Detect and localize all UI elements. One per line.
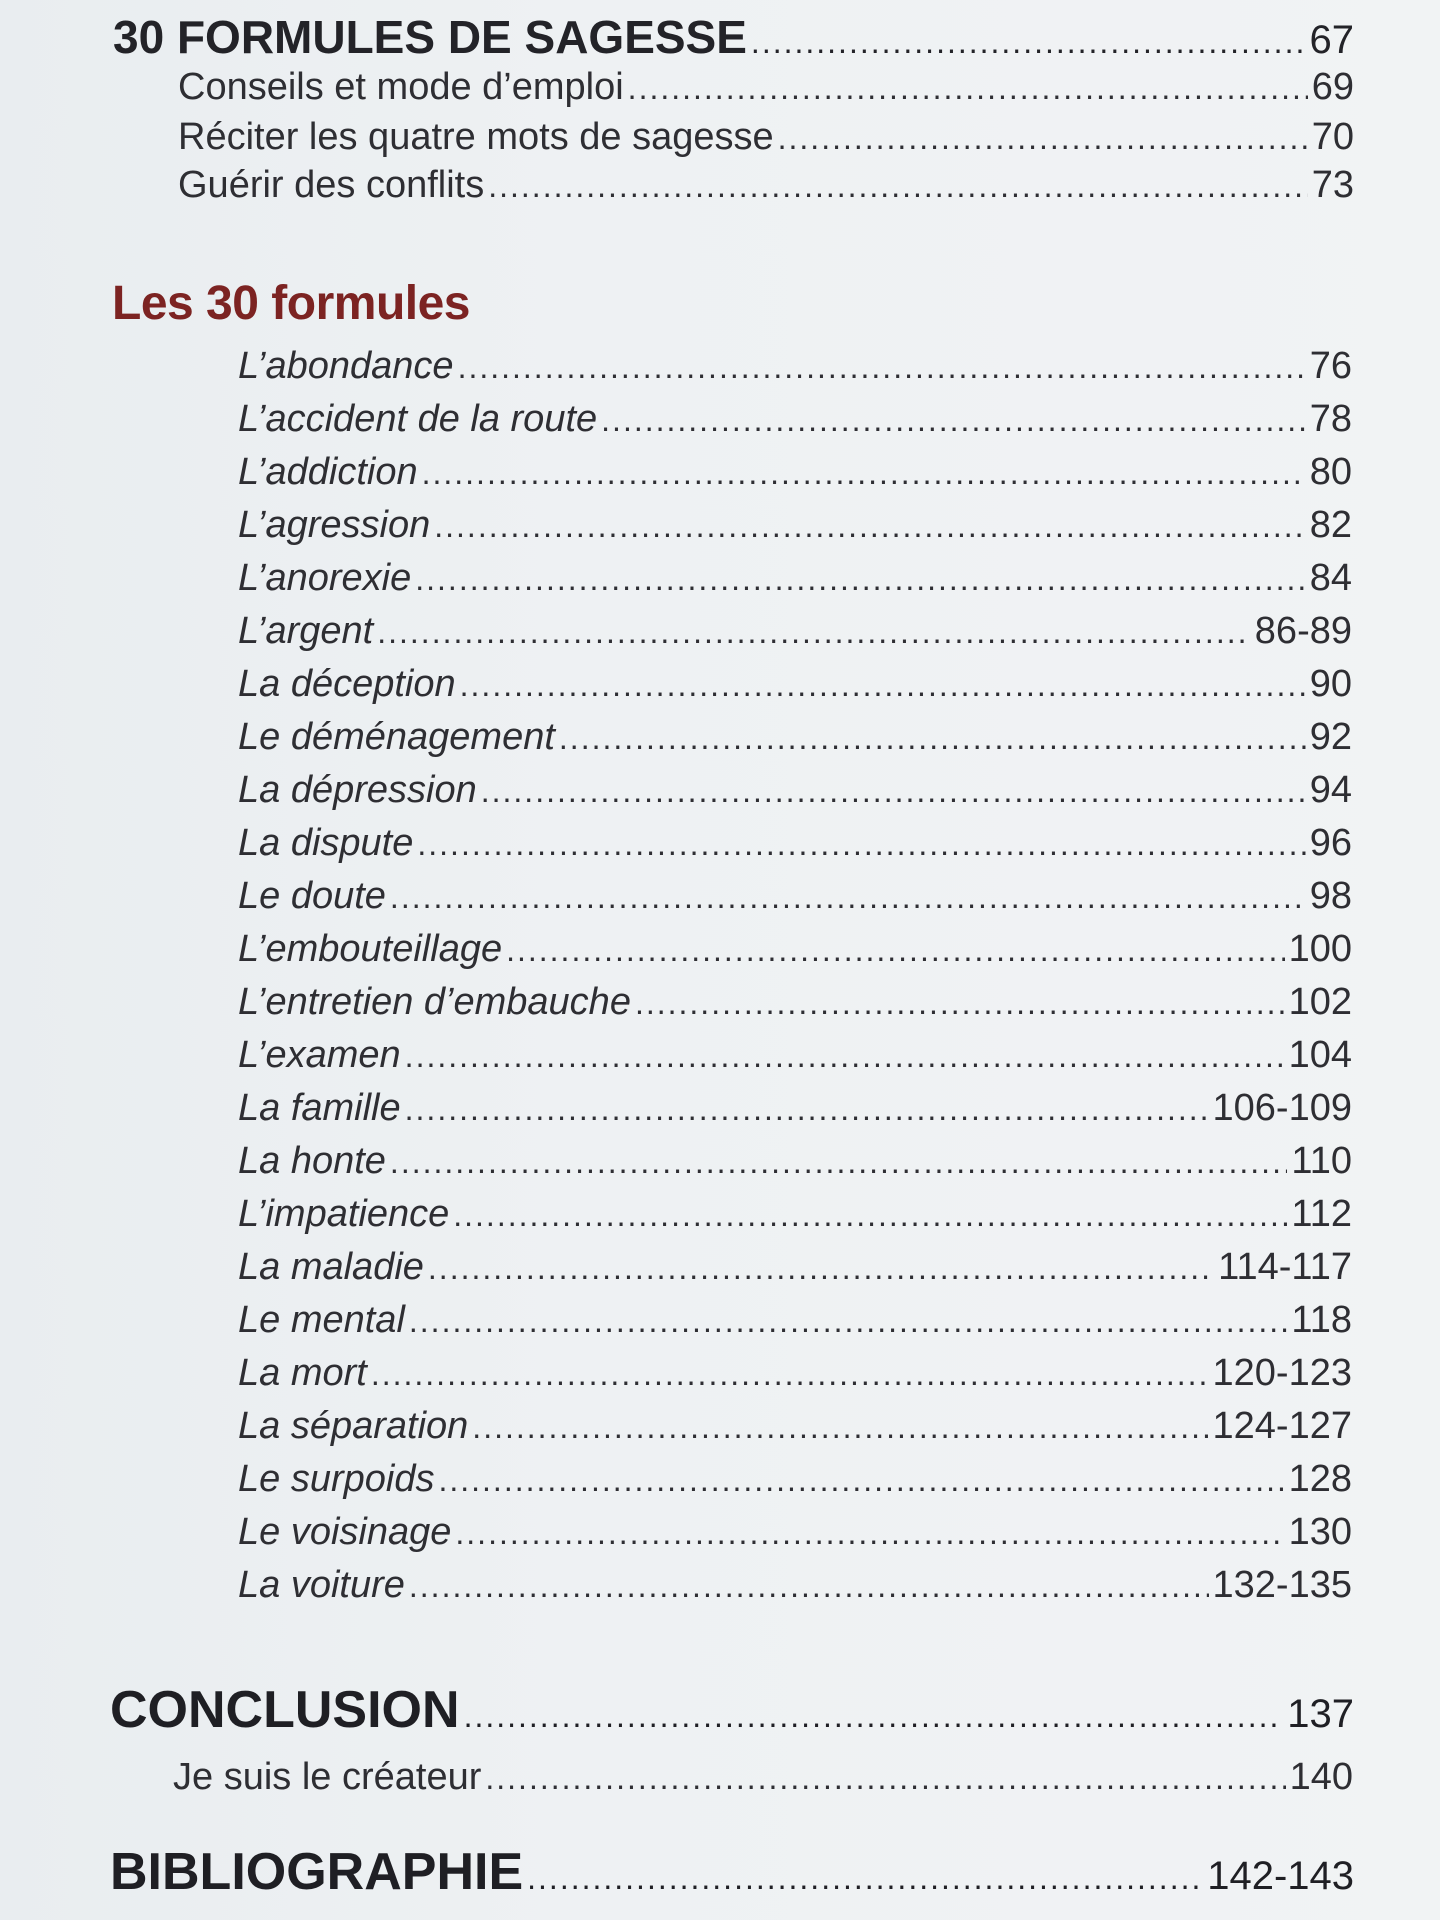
toc-subentry — [178, 164, 1354, 207]
dot-leader — [371, 1356, 1209, 1393]
toc-page-number: 142-143 — [1207, 1854, 1354, 1898]
dot-leader — [751, 24, 1306, 61]
dot-leader — [428, 1250, 1214, 1287]
dot-leader — [405, 1091, 1209, 1128]
dot-leader — [390, 879, 1306, 916]
toc-page-number: 104 — [1288, 1034, 1352, 1076]
toc-subentry — [173, 1756, 1353, 1799]
toc-item — [238, 1511, 1352, 1554]
toc-page-number: 86-89 — [1254, 610, 1352, 652]
toc-page-number: 140 — [1289, 1756, 1353, 1798]
toc-item — [238, 875, 1352, 918]
toc-item — [238, 557, 1352, 600]
toc-item — [238, 981, 1352, 1024]
dot-leader — [409, 1303, 1288, 1340]
toc-page-number: 92 — [1309, 716, 1352, 758]
toc-entry-conclusion — [110, 1680, 1354, 1740]
toc-page-number: 69 — [1311, 66, 1354, 108]
toc-page-number: 70 — [1311, 116, 1354, 158]
dot-leader — [460, 667, 1306, 704]
toc-page-number: 137 — [1287, 1692, 1354, 1736]
toc-page-number: 67 — [1309, 18, 1354, 62]
toc-page-number: 124-127 — [1212, 1405, 1352, 1447]
toc-item — [238, 1405, 1352, 1448]
toc-item-label: La famille — [238, 1087, 401, 1129]
toc-entry-formules-de-sagesse — [113, 10, 1354, 64]
toc-item — [238, 345, 1352, 388]
dot-leader — [601, 402, 1306, 439]
toc-item-label: La séparation — [238, 1405, 469, 1447]
toc-item-label: Le doute — [238, 875, 386, 917]
toc-item — [238, 398, 1352, 441]
toc-item-label: L’argent — [238, 610, 374, 652]
toc-item-label: L’abondance — [238, 345, 454, 387]
toc-item-label: L’agression — [238, 504, 431, 546]
toc-page-number: 98 — [1309, 875, 1352, 917]
dot-leader — [409, 1568, 1209, 1605]
toc-page-number: 82 — [1309, 504, 1352, 546]
toc-page-number: 76 — [1309, 345, 1352, 387]
toc-page-number: 84 — [1309, 557, 1352, 599]
dot-leader — [485, 1760, 1285, 1797]
toc-item — [238, 1352, 1352, 1395]
toc-page-number: 73 — [1311, 164, 1354, 206]
toc-heading-label: 30 FORMULES DE SAGESSE — [113, 11, 747, 63]
toc-item — [238, 1458, 1352, 1501]
dot-leader — [635, 985, 1285, 1022]
toc-page-number: 80 — [1309, 451, 1352, 493]
toc-page-number: 78 — [1309, 398, 1352, 440]
toc-item-label: La maladie — [238, 1246, 424, 1288]
toc-item — [238, 716, 1352, 759]
toc-item-label: La déception — [238, 663, 456, 705]
dot-leader — [488, 168, 1307, 205]
dot-leader — [458, 349, 1306, 386]
toc-page-number: 114-117 — [1218, 1246, 1352, 1288]
toc-item-label: La mort — [238, 1352, 367, 1394]
dot-leader — [464, 1698, 1284, 1735]
toc-page-number: 106-109 — [1212, 1087, 1352, 1129]
toc-item-label: Le mental — [238, 1299, 405, 1341]
toc-page-number: 118 — [1291, 1299, 1352, 1341]
dot-leader — [417, 826, 1305, 863]
toc-subentry — [178, 66, 1354, 109]
toc-item-label: L’anorexie — [238, 557, 412, 599]
toc-heading-label: BIBLIOGRAPHIE — [110, 1843, 524, 1901]
toc-item — [238, 504, 1352, 547]
toc-item-label: Le déménagement — [238, 716, 555, 758]
dot-leader — [778, 120, 1308, 157]
toc-item-label: Le voisinage — [238, 1511, 452, 1553]
toc-item-label: L’accident de la route — [238, 398, 598, 440]
toc-page-number: 102 — [1288, 981, 1352, 1023]
toc-item-label: La dispute — [238, 822, 414, 864]
toc-item — [238, 1299, 1352, 1342]
toc-item-label: L’embouteillage — [238, 928, 503, 970]
dot-leader — [438, 1462, 1284, 1499]
toc-item-label: La voiture — [238, 1564, 405, 1606]
dot-leader — [472, 1409, 1208, 1446]
toc-item-label: L’examen — [238, 1034, 401, 1076]
toc-item — [238, 928, 1352, 971]
toc-page-number: 128 — [1288, 1458, 1352, 1500]
dot-leader — [422, 455, 1306, 492]
toc-subentry-label: Je suis le créateur — [173, 1756, 482, 1798]
toc-item — [238, 1034, 1352, 1077]
toc-item — [238, 769, 1352, 812]
toc-item — [238, 451, 1352, 494]
toc-item — [238, 1193, 1352, 1236]
dot-leader — [559, 720, 1306, 757]
dot-leader — [481, 773, 1306, 810]
toc-subentry-label: Conseils et mode d’emploi — [178, 66, 624, 108]
toc-entry-bibliographie — [110, 1842, 1354, 1902]
toc-item — [238, 663, 1352, 706]
dot-leader — [434, 508, 1305, 545]
toc-page-number: 120-123 — [1212, 1352, 1352, 1394]
dot-leader — [415, 561, 1305, 598]
toc-page-number: 130 — [1288, 1511, 1352, 1553]
dot-leader — [628, 70, 1308, 107]
toc-page-number: 110 — [1291, 1140, 1352, 1182]
toc-heading-label: CONCLUSION — [110, 1681, 460, 1739]
dot-leader — [506, 932, 1285, 969]
dot-leader — [527, 1860, 1203, 1897]
toc-page-number: 100 — [1288, 928, 1352, 970]
dot-leader — [405, 1038, 1285, 1075]
toc-item-label: La dépression — [238, 769, 477, 811]
toc-item — [238, 1564, 1352, 1607]
toc-page-number: 96 — [1309, 822, 1352, 864]
toc-item — [238, 610, 1352, 653]
dot-leader — [377, 614, 1251, 651]
toc-item-label: La honte — [238, 1140, 386, 1182]
toc-item-label: L’addiction — [238, 451, 418, 493]
dot-leader — [455, 1515, 1284, 1552]
section-title-formules: Les 30 formules — [112, 277, 470, 330]
dot-leader — [453, 1197, 1287, 1234]
toc-item — [238, 1246, 1352, 1289]
toc-subentry — [178, 116, 1354, 159]
toc-item-label: L’impatience — [238, 1193, 450, 1235]
toc-subentry-label: Réciter les quatre mots de sagesse — [178, 116, 774, 158]
toc-item-label: Le surpoids — [238, 1458, 435, 1500]
toc-item — [238, 1087, 1352, 1130]
toc-page-number: 94 — [1309, 769, 1352, 811]
toc-page-number: 112 — [1291, 1193, 1352, 1235]
toc-item — [238, 1140, 1352, 1183]
toc-page-number: 90 — [1309, 663, 1352, 705]
toc-item — [238, 822, 1352, 865]
toc-subentry-label: Guérir des conflits — [178, 164, 485, 206]
toc-page-number: 132-135 — [1212, 1564, 1352, 1606]
toc-item-label: L’entretien d’embauche — [238, 981, 631, 1023]
dot-leader — [390, 1144, 1287, 1181]
